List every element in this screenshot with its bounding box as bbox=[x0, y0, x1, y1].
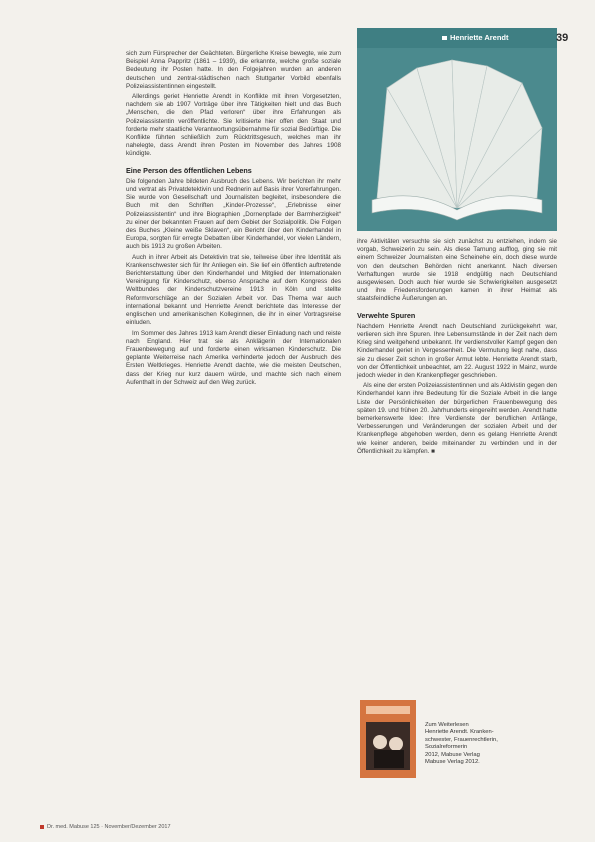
page-footer bbox=[40, 824, 171, 830]
caption-line: Sozialreformerin bbox=[425, 744, 468, 751]
right-text-column bbox=[357, 238, 557, 458]
paragraph: ihre Aktivitäten versuchte sie sich zunächst zu entziehen, indem sie vorgab, Schweizerin zu sein. Als diese Tarnung aufflog, ging sie mit einem Schweizer Journalisten eine Scheinehe ein, doch diese wurde von den deutschen Behörden nicht anerkannt. Nach diversen Verhaftungen wurde sie 1918 endgültig nach Deutschland ausgewiesen. Doch auch hier wurde sie Schwierigkeiten ausgesetzt und ihre Friedensforderungen kamen in ihrer Heimat als staatsfeindliche Äußerungen an. bbox=[357, 238, 557, 303]
header-marker bbox=[442, 36, 447, 40]
book-cover-image bbox=[360, 700, 416, 778]
footer-text: Dr. med. Mabuse 125 · November/Dezember 2017 bbox=[47, 824, 171, 830]
paragraph: Im Sommer des Jahres 1913 kam Arendt dieser Einladung nach und reiste nach England. Hier trat sie als Anklägerin der Internationalen Frauenbewegung auf und forderte einen wirksamen Kinderschutz. Die geplante Weiterreise nach Amerika verhinderte jedoch der Ausbruch des Ersten Weltkrieges. Henriette Arendt dachte, wie die meisten Deutschen, dass der Krieg nur kurz dauern würde, und machte sich nach einem Aufenthalt in der Schweiz auf den Weg zurück. bbox=[126, 329, 341, 386]
header-label: Henriette Arendt bbox=[450, 33, 509, 42]
paragraph: Als eine der ersten Polizeiassistentinnen und als Aktivistin gegen den Kinderhandel kann ihre Bedeutung für die Soziale Arbeit in die lange Liste der Persönlichkeiten der bürgerlichen Frauenbewegung des späten 19. und frühen 20. Jahrhunderts eingereiht werden. Arendt hatte bemerkenswerte Idee: Ihre Verdienste der beruflichen Anfänge, Verbesserungen und Veränderungen der sozialen Arbeit und der Krankenpflege abgehoben werden, denn es gelang Henriette Arendt wie keiner anderen, beide miteinander zu verbinden und in der Öffentlichkeit zu kämpfen. ■ bbox=[357, 382, 557, 455]
paragraph: Die folgenden Jahre bildeten Ausbruch des Lebens. Wir berichten ihr mehr und vertrat als Privatdetektivin und Rednerin auf Basis ihrer Vorerfahrungen. Sie wurde von Gesellschaft und Journalisten begleitet, insbesondere die Buch mit den Schriften „Kinder-Prozesse“, „Erlebnisse einer Polizeiassistentin“ und ihre Biographien „Dornenpfade der Barmherzigkeit“ zu einer der bekannten Frauen auf dem Gebiet der Sozialpolitik. Die Folgen des Buches „Kleine weiße Sklaven“, ein Bericht über den Kinderhandel in Europa, sorgten für erregte Debatten über Kinderhandel, vor vielen Ländern, auch bis 1913 zu großen Arbeiten. bbox=[126, 177, 341, 251]
book-cover-illustration bbox=[360, 700, 416, 778]
paragraph: sich zum Fürsprecher der Geächteten. Bürgerliche Kreise bewegte, wie zum Beispiel Anna Pappritz (1861 – 1939), die erkannte, welche große soziale Bedeutung ihr Posten hatte. In den Folgejahren wurden an anderen deutschen und zentral-städtischen nach Stuttgarter Vorbild ebenfalls Polizeiassistentinnen eingestellt. bbox=[126, 50, 341, 90]
paragraph: Nachdem Henriette Arendt nach Deutschland zurückgekehrt war, verlieren sich ihre Spuren. Ihre Lebensumstände in der Zeit nach dem Krieg sind weitgehend unbekannt. Ihr verdienstvoller Kampf gegen den Kinderhandel geriet in Vergessenheit. Die Vermutung liegt nahe, dass sie zu dieser Zeit schon in großer Armut lebte. Henriette Arendt starb, von der Öffentlichkeit unbeachtet, am 22. August 1922 in Mainz, wurde jedoch wieder in den Krankenpfleger geschrieben. bbox=[357, 322, 557, 380]
page-number: 39 bbox=[556, 32, 569, 44]
hero-image-open-book bbox=[357, 48, 557, 231]
caption-line: Zum Weiterlesen bbox=[425, 722, 469, 728]
section-heading: Verwehte Spuren bbox=[357, 310, 416, 320]
open-book-illustration bbox=[357, 48, 557, 231]
caption-line: schwester, Frauenrechtlerin, bbox=[425, 736, 498, 743]
paragraph: Auch in ihrer Arbeit als Detektivin trat sie, teilweise über ihre Identität als Krankenschwester sich für Ihr Anliegen ein. Sie lief ein öffentlich auftretende Berichterstattung über den Kinderhandel und Mitglied der Internationalen Vereinigung für Kinderschutz, ebenso Ansprache auf dem Kongress des Weltbundes der Kinderschutzvereine 1913 in Köln und stellte Reformvorschläge an der Sozialen Arbeit vor. Das Thema war auch international bekannt und Henriette Arendt berichtete das Interesse der englischen und amerikanischen Kolleginnen, die ihr in einer Vortragsreise einluden. bbox=[126, 253, 341, 327]
caption-line: Henriette Arendt. Kranken- bbox=[425, 729, 494, 736]
footer-marker-icon bbox=[40, 825, 44, 829]
left-text-column bbox=[126, 50, 341, 389]
caption-line: Mabuse Verlag 2012. bbox=[425, 759, 480, 766]
book-caption bbox=[425, 722, 535, 766]
section-heading: Eine Person des öffentlichen Lebens bbox=[126, 165, 252, 175]
paragraph: Allerdings geriet Henriette Arendt in Konflikte mit ihren Vorgesetzten, nachdem sie ab 1907 Vorträge über ihre Tätigkeiten hielt und das Buch „Menschen, die den Pfad verloren“ über ihre Erfahrungen als Polizeiassistentin veröffentlichte. Sie kritisierte hier offen den Staat und forderte mehr staatliche Verantwortungsübernahme für sozial Bedürftige. Die Konflikte führten schließlich zum Rücktrittsgesuch, welches man ihr nahelegte, dass Arendt ihren Posten im November des Jahres 1908 kündigte. bbox=[126, 93, 341, 158]
caption-line: 2012, Mabuse Verlag bbox=[425, 751, 480, 758]
